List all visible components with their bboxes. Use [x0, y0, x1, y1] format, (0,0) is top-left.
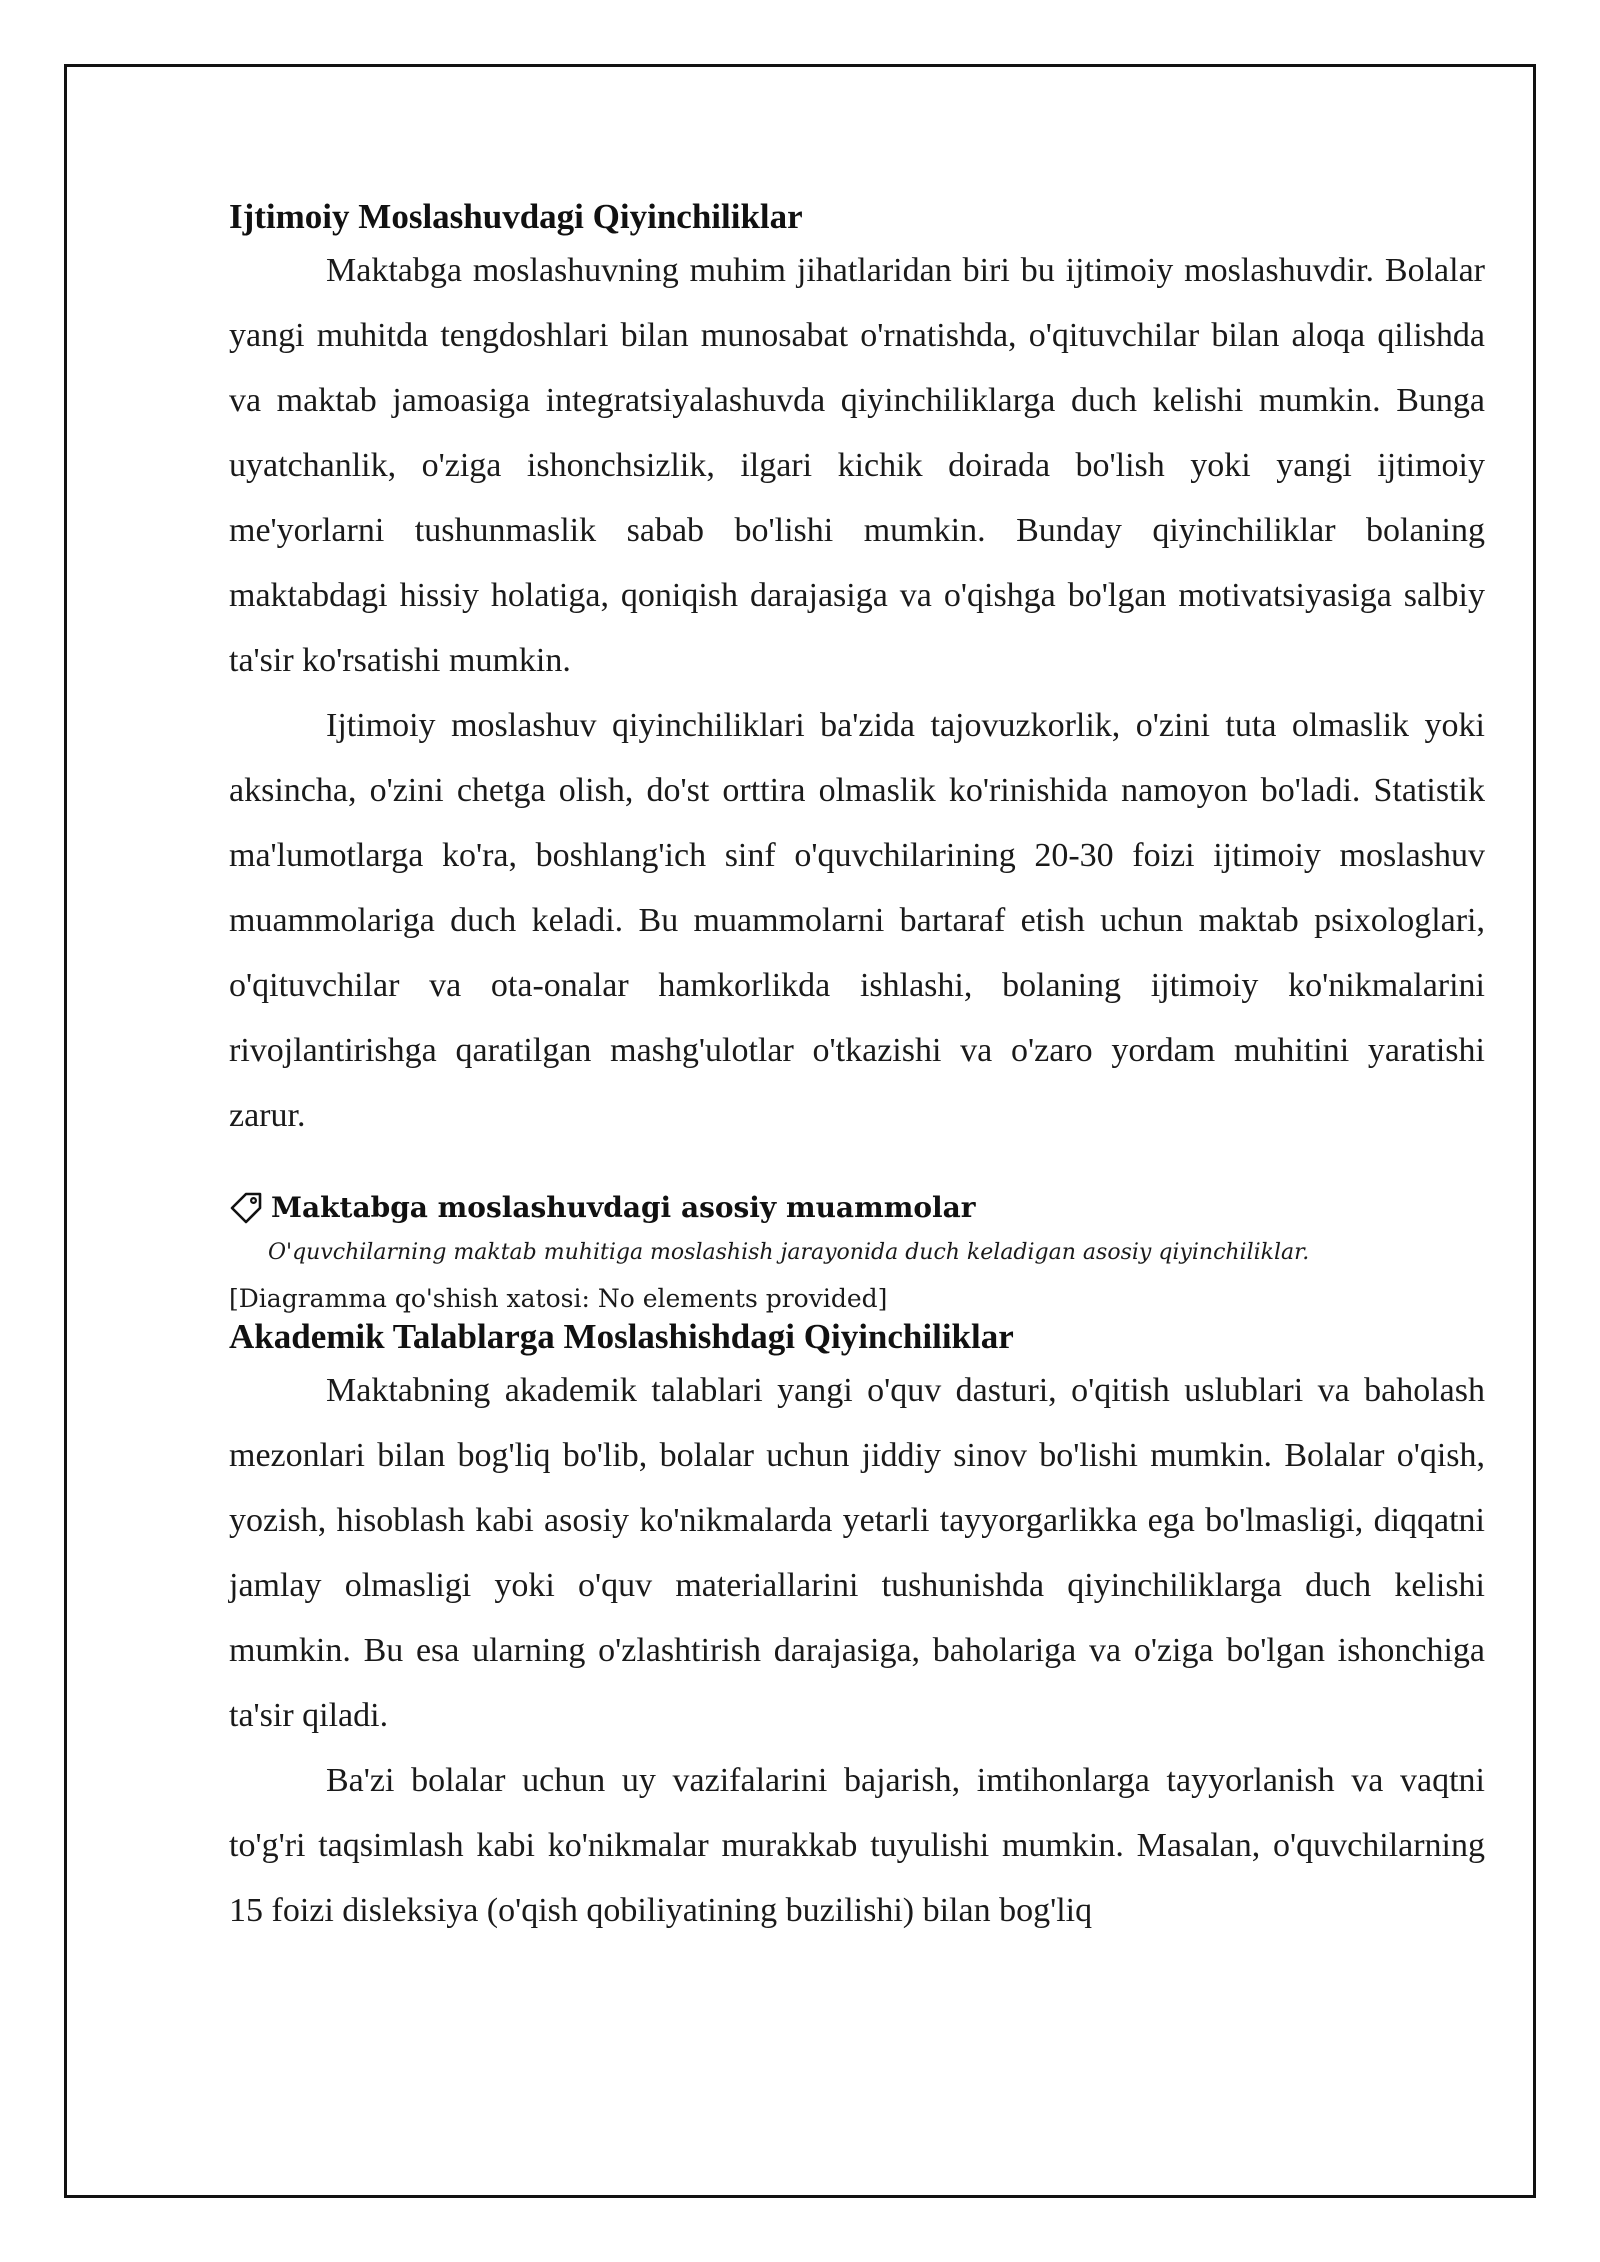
diagram-caption: O'quvchilarning maktab muhitiga moslashish jarayonida duch keladigan asosiy qiyinchiliklar.	[268, 1240, 1310, 1266]
section-heading-academic-adaptation: Akademik Talablarga Moslashishdagi Qiyinchiliklar	[229, 1317, 1014, 1357]
paragraph: Ijtimoiy moslashuv qiyinchiliklari ba'zida tajovuzkorlik, o'zini tuta olmaslik yoki aksincha, o'zini chetga olish, do'st orttira olmaslik ko'rinishida namoyon bo'ladi. Statistik ma'lumotlarga ko'ra, boshlang'ich sinf o'quvchilarining 20-30 foizi ijtimoiy moslashuv muammolariga duch keladi. Bu muammolarni bartaraf etish uchun maktab psixologlari, o'qituvchilar va ota-onalar hamkorlikda ishlashi, bolaning ijtimoiy ko'nikmalarini rivojlantirishga qaratilgan mashg'ulotlar o'tkazishi va o'zaro yordam muhitini yaratishi zarur.	[229, 707, 1485, 1134]
paragraph: Maktabning akademik talablari yangi o'quv dasturi, o'qitish uslublari va baholash mezonlari bilan bog'liq bo'lib, bolalar uchun jiddiy sinov bo'lishi mumkin. Bolalar o'qish, yozish, hisoblash kabi asosiy ko'nikmalarda yetarli tayyorgarlikka ega bo'lmasligi, diqqatni jamlay olmasligi yoki o'quv materiallarini tushunishda qiyinchiliklarga duch kelishi mumkin. Bu esa ularning o'zlashtirish darajasiga, baholariga va o'ziga bo'lgan ishonchiga ta'sir qiladi.	[229, 1372, 1485, 1735]
section-heading-social-adaptation: Ijtimoiy Moslashuvdagi Qiyinchiliklar	[229, 197, 803, 236]
document-body	[229, 196, 1485, 1943]
paragraph: Ba'zi bolalar uchun uy vazifalarini bajarish, imtihonlarga tayyorlanish va vaqtni to'g'ri taqsimlash kabi ko'nikmalar murakkab tuyulishi mumkin. Masalan, o'quvchilarning 15 foizi disleksiya (o'qish qobiliyatining buzilishi) bilan bog'liq	[229, 1762, 1485, 1930]
tag-icon	[229, 1191, 263, 1225]
diagram-placeholder	[229, 1190, 1485, 1316]
paragraph: Maktabga moslashuvning muhim jihatlaridan biri bu ijtimoiy moslashuvdir. Bolalar yangi muhitda tengdoshlari bilan munosabat o'rnatishda, o'qituvchilar bilan aloqa qilishda va maktab jamoasiga integratsiyalashuvda qiyinchiliklarga duch kelishi mumkin. Bunga uyatchanlik, o'ziga ishonchsizlik, ilgari kichik doirada bo'lish yoki yangi ijtimoiy me'yorlarni tushunmaslik sabab bo'lishi mumkin. Bunday qiyinchiliklar bolaning maktabdagi hissiy holatiga, qoniqish darajasiga va o'qishga bo'lgan motivatsiyasiga salbiy ta'sir ko'rsatishi mumkin.	[229, 252, 1485, 679]
diagram-error-message: [Diagramma qo'shish xatosi: No elements provided]	[229, 1284, 888, 1314]
diagram-title: Maktabga moslashuvdagi asosiy muammolar	[271, 1191, 976, 1224]
diagram-title-row	[229, 1190, 1485, 1226]
